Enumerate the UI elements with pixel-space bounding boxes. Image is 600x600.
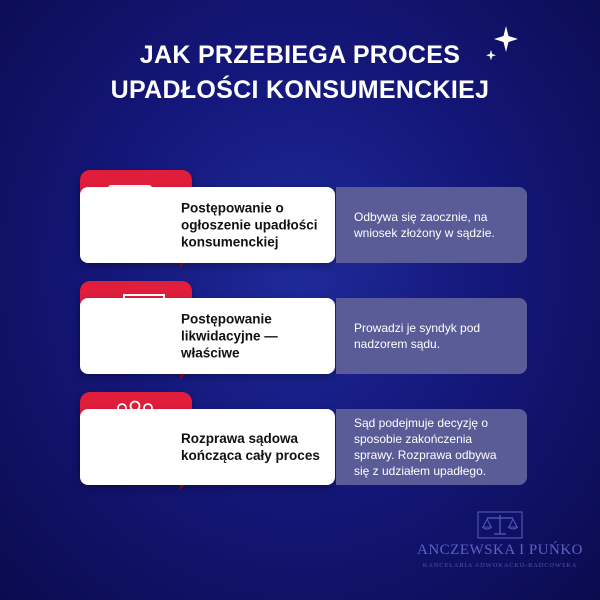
title-line-1: JAK PRZEBIEGA PROCES [139, 41, 461, 69]
title-line-2: UPADŁOŚCI KONSUMENCKIEJ [110, 76, 490, 104]
step-3-title [181, 430, 327, 464]
scales-of-justice-icon [475, 510, 525, 540]
step-3-card [80, 409, 335, 485]
step-3-title-line: kończąca cały proces [181, 448, 320, 463]
logo-subtitle: KANCELARIA ADWOKACKO-RADCOWSKA [422, 562, 578, 569]
step-3-desc-line: Sąd podejmuje decyzję o [354, 416, 489, 430]
step-2-description-panel [336, 298, 527, 374]
step-2-title-line: właściwe [181, 345, 240, 361]
step-3-description [354, 415, 517, 479]
step-2-card [80, 298, 335, 374]
step-1 [0, 170, 600, 280]
step-3-desc-line: się z udziałem upadłego. [354, 464, 487, 478]
step-3-title-line: Rozprawa sądowa [181, 431, 299, 446]
step-2-description [354, 320, 517, 352]
step-2 [0, 281, 600, 391]
step-3-description-panel [336, 409, 527, 485]
step-1-title-line: Postępowanie o [181, 200, 284, 216]
step-3-desc-line: sprawy. Rozprawa odbywa [354, 448, 497, 462]
step-3-desc-line: sposobie zakończenia [354, 432, 473, 446]
step-1-title [181, 200, 327, 251]
step-1-desc-line: Odbywa się zaocznie, na [354, 210, 488, 224]
step-1-desc-line: wniosek złożony w sądzie. [354, 226, 495, 240]
step-2-title [181, 311, 327, 362]
step-2-title-line: likwidacyjne — [181, 328, 278, 344]
step-2-desc-line: nadzorem sądu. [354, 337, 441, 351]
step-2-title-line: Postępowanie [181, 311, 272, 327]
step-2-desc-line: Prowadzi je syndyk pod [354, 321, 481, 335]
step-1-description-panel [336, 187, 527, 263]
step-1-card [80, 187, 335, 263]
law-firm-logo [400, 510, 600, 590]
step-1-title-line: ogłoszenie upadłości [181, 217, 318, 233]
step-1-description [354, 209, 517, 241]
step-1-title-line: konsumenckiej [181, 234, 279, 250]
sparkle-icon [482, 24, 524, 64]
step-3 [0, 392, 600, 502]
logo-name: ANCZEWSKA I PUŃKO [417, 542, 583, 558]
